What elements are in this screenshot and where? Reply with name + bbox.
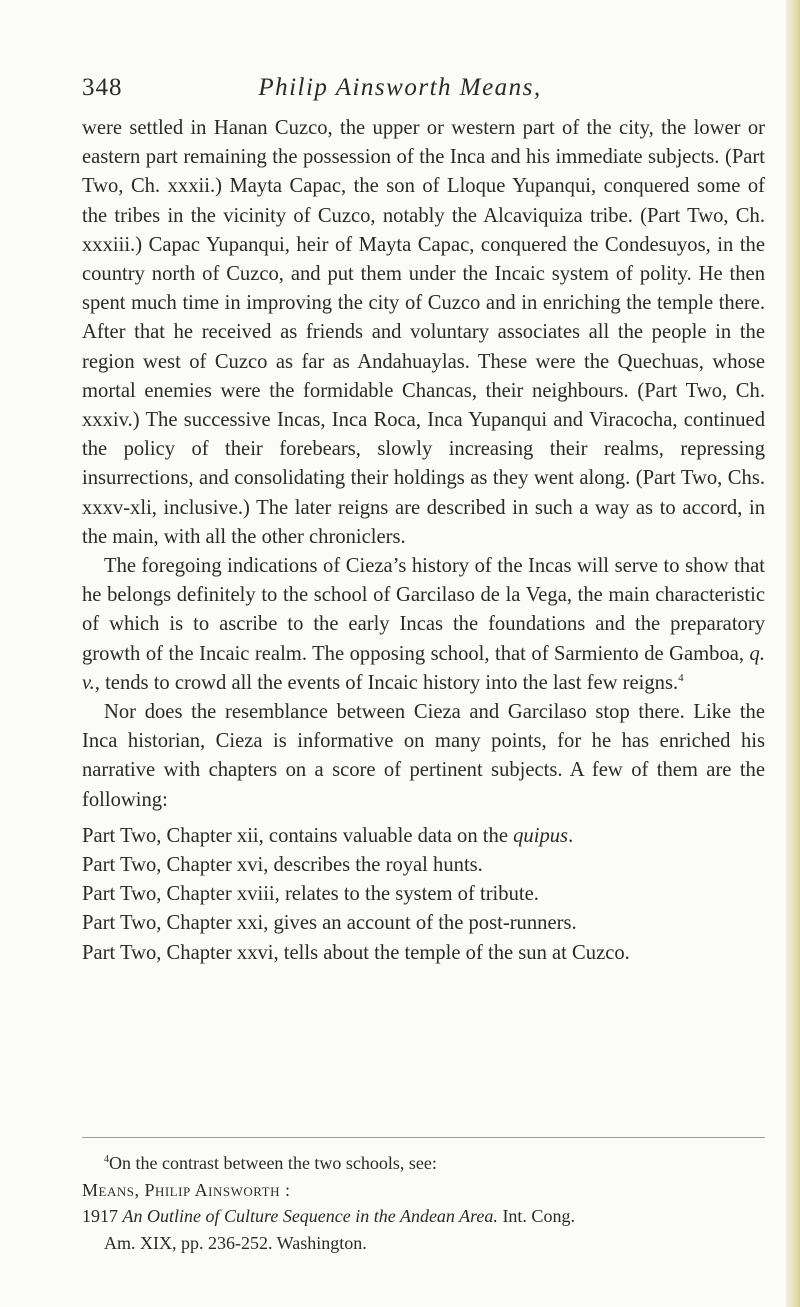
paragraph-2-italic: q. v., bbox=[82, 642, 765, 694]
page-edge bbox=[786, 0, 800, 1307]
list-item: Part Two, Chapter xxi, gives an account of the post-runners. bbox=[82, 912, 577, 935]
footnote-title: An Outline of Culture Sequence in the Andean Area. bbox=[122, 1206, 498, 1226]
paragraph-2 bbox=[82, 552, 765, 698]
paragraph-1: were settled in Hanan Cuzco, the upper or western part of the city, the lower or eastern part remaining the possession of the Inca and his immediate subjects. (Part Two, Ch. xxxii.) Mayta Capac, the son of Lloque Yupanqui, conquered some of the tribes in the vicinity of Cuzco, notably the Alcaviquiza tribe. (Part Two, Ch. xxxiii.) Capac Yupanqui, heir of Mayta Capac, conquered the Condesuyos, in the country north of Cuzco, and put them under the Incaic system of polity. He then spent much time in improving the city of Cuzco and in enriching the temple there. After that he received as friends and voluntary associates all the people in the region west of Cuzco as far as Andahuaylas. These were the Quechuas, whose mortal enemies were the formidable Chancas, their neighbours. (Part Two, Ch. xxxiv.) The successive Incas, Inca Roca, Inca Yupanqui and Viracocha, continued the policy of their forebears, slowly increasing their realms, repressing insurrections, and consolidating their holdings as they went along. (Part Two, Chs. xxxv-xli, inclusive.) The later reigns are described in such a way as to accord, in the main, with all the other chroniclers. bbox=[82, 117, 765, 548]
chapter-list bbox=[82, 822, 765, 968]
paragraph-2-start: The foregoing indications of Cieza’s history of the Incas will serve to show that he belongs definitely to the school of Garcilaso de la Vega, the main characteristic of which is to ascribe to the early Incas the foundations and the preparatory growth of the Incaic realm. The opposing school, that of Sarmiento de Gamboa, bbox=[82, 555, 765, 665]
page-number: 348 bbox=[82, 74, 123, 101]
footnote-reference: 4 bbox=[678, 671, 684, 684]
list-item: Part Two, Chapter xvi, describes the royal hunts. bbox=[82, 854, 483, 877]
page-header bbox=[0, 74, 800, 114]
footnote-continuation: Am. XIX, pp. 236-252. Washington. bbox=[104, 1232, 367, 1253]
footnote-author: Means, Philip Ainsworth : bbox=[82, 1179, 291, 1200]
paragraph-2-end: tends to crowd all the events of Incaic history into the last few reigns. bbox=[105, 671, 679, 694]
footnote-intro: $^4$On the contrast between the two schools, see: bbox=[104, 1153, 437, 1173]
footnote-citation: 1917 An Outline of Culture Sequence in the Andean Area. Int. Cong. bbox=[82, 1206, 575, 1226]
list-item: Part Two, Chapter xxvi, tells about the temple of the sun at Cuzco. bbox=[82, 941, 630, 964]
footnote bbox=[82, 1150, 765, 1256]
italic-term: quipus bbox=[513, 824, 569, 847]
body-text bbox=[82, 114, 765, 968]
footnote-rule bbox=[82, 1137, 765, 1138]
list-item: Part Two, Chapter xviii, relates to the system of tribute. bbox=[82, 883, 539, 906]
running-title: Philip Ainsworth Means, bbox=[258, 74, 542, 101]
paragraph-3: Nor does the resemblance between Cieza and Garcilaso stop there. Like the Inca historian, Cieza is informative on many points, for he has enriched his narrative with chapters on a score of pertinent subjects. A few of them are the following: bbox=[82, 701, 765, 811]
list-item: Part Two, Chapter xii, contains valuable data on the quipus. bbox=[82, 824, 574, 847]
footnote-mark: 4 bbox=[104, 1154, 109, 1165]
